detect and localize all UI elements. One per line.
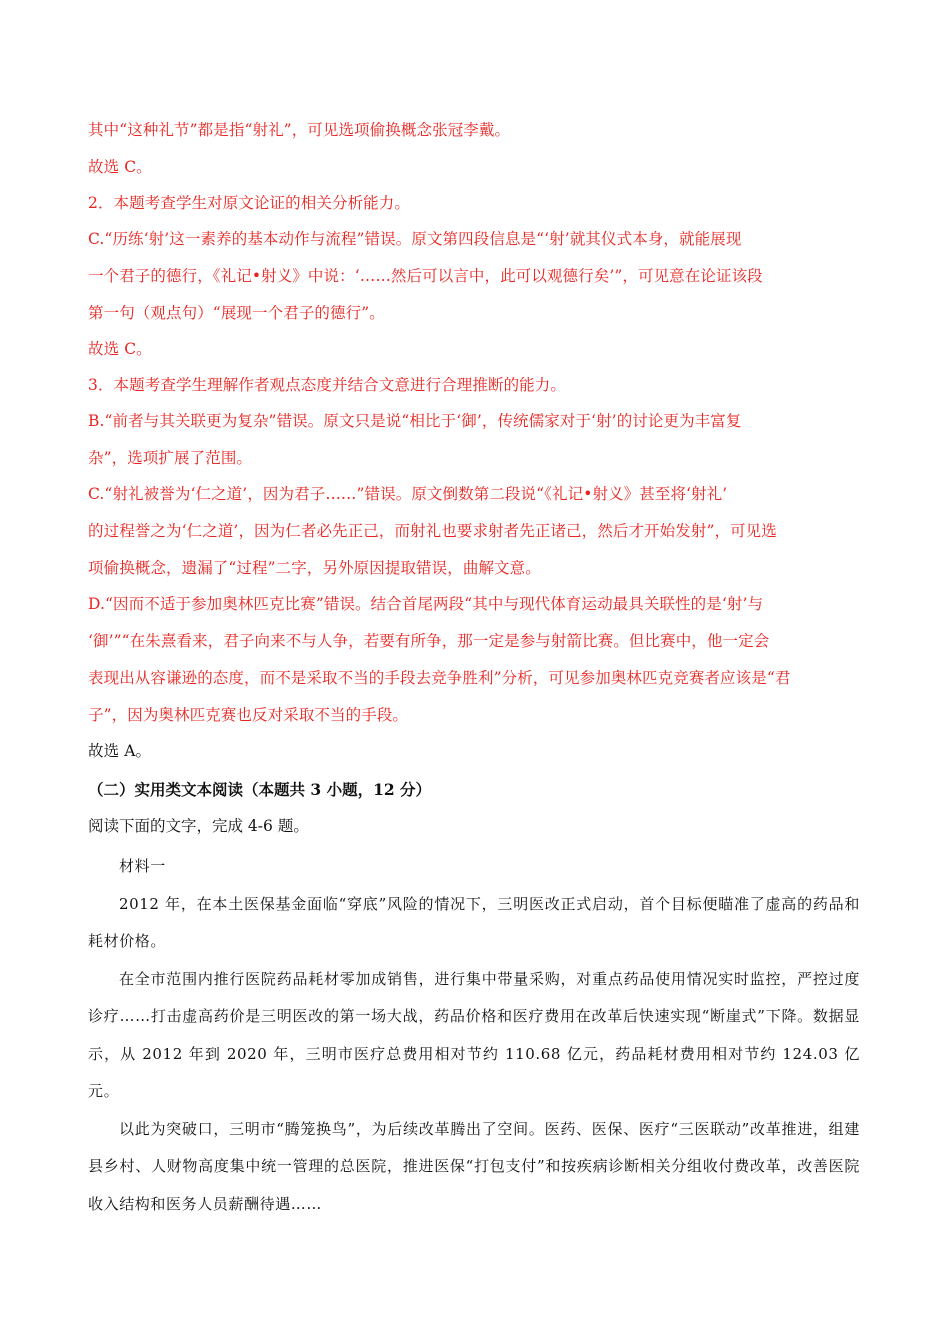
answer-line: 一个君子的德行，《礼记•射义》中说：‘……然后可以言中，此可以观德行矣’”，可见意在论证该段 <box>88 267 763 285</box>
answer-choice: 故选 A。 <box>88 742 152 760</box>
answer-line: ‘御’”“在朱熹看来，君子向来不与人争，若要有所争，那一定是参与射箭比赛。但比赛中，他一定会 <box>88 632 770 650</box>
answer-line: 的过程誉之为‘仁之道’，因为仁者必先正己，而射礼也要求射者先正诸己，然后才开始发射”，可见选 <box>88 522 777 540</box>
answer-line: 子”，因为奥林匹克赛也反对采取不当的手段。 <box>88 706 409 724</box>
answer-line: C.“射礼被誉为‘仁之道’，因为君子……”错误。原文倒数第二段说“《礼记•射义》甚至将‘射礼’ <box>88 485 728 503</box>
answer-line: 3．本题考查学生理解作者观点态度并结合文意进行合理推断的能力。 <box>88 376 566 394</box>
section-heading: （二）实用类文本阅读（本题共 3 小题，12 分） <box>88 780 432 799</box>
answer-line: 第一句（观点句）“展现一个君子的德行”。 <box>88 304 385 322</box>
answer-line: 其中“这种礼节”都是指“射礼”，可见选项偷换概念张冠李戴。 <box>88 121 511 139</box>
answer-line: 杂”，选项扩展了范围。 <box>88 449 253 467</box>
answer-line: D.“因而不适于参加奥林匹克比赛”错误。结合首尾两段“其中与现代体育运动最具关联性的是‘射’与 <box>88 595 764 613</box>
material-title: 材料一 <box>119 857 166 875</box>
answer-line: C.“历练‘射’这一素养的基本动作与流程”错误。原文第四段信息是“‘射’就其仪式本身，就能展现 <box>88 230 742 248</box>
answer-line: 2．本题考查学生对原文论证的相关分析能力。 <box>88 194 410 212</box>
answer-line: 表现出从容谦逊的态度，而不是采取不当的手段去竞争胜利”分析，可见参加奥林匹克竞赛者应该是“君 <box>88 669 791 687</box>
answer-choice: 故选 C。 <box>88 340 152 358</box>
answer-choice: 故选 C。 <box>88 158 152 176</box>
answer-line: B.“前者与其关联更为复杂”错误。原文只是说“相比于‘御’，传统儒家对于‘射’的讨论更为丰富复 <box>88 412 742 430</box>
material-paragraph: 以此为突破口，三明市“腾笼换鸟”，为后续改革腾出了空间。医药、医保、医疗“三医联动”改革推进，组建县乡村、人财物高度集中统一管理的总医院，推进医保“打包支付”和按疾病诊断相关分组收付费改革，改善医院收入结构和医务人员薪酬待遇…… <box>88 1119 860 1213</box>
material-paragraph: 在全市范围内推行医院药品耗材零加成销售，进行集中带量采购，对重点药品使用情况实时监控，严控过度诊疗……打击虚高药价是三明医改的第一场大战，药品价格和医疗费用在改革后快速实现“断崖式”下降。数据显示，从 2012 年到 2020 年，三明市医疗总费用相对节约 110.68 亿元，药品耗材费用相对节约 124.03 亿元。 <box>88 969 860 1100</box>
material-paragraph: 2012 年，在本土医保基金面临“穿底”风险的情况下，三明医改正式启动，首个目标便瞄准了虚高的药品和耗材价格。 <box>88 894 860 950</box>
section-instruction: 阅读下面的文字，完成 4-6 题。 <box>88 817 309 835</box>
document-page <box>88 112 860 1223</box>
answer-explanations <box>88 112 860 769</box>
answer-line: 项偷换概念，遗漏了“过程”二字，另外原因提取错误，曲解文意。 <box>88 559 541 577</box>
reading-material <box>88 848 860 1223</box>
